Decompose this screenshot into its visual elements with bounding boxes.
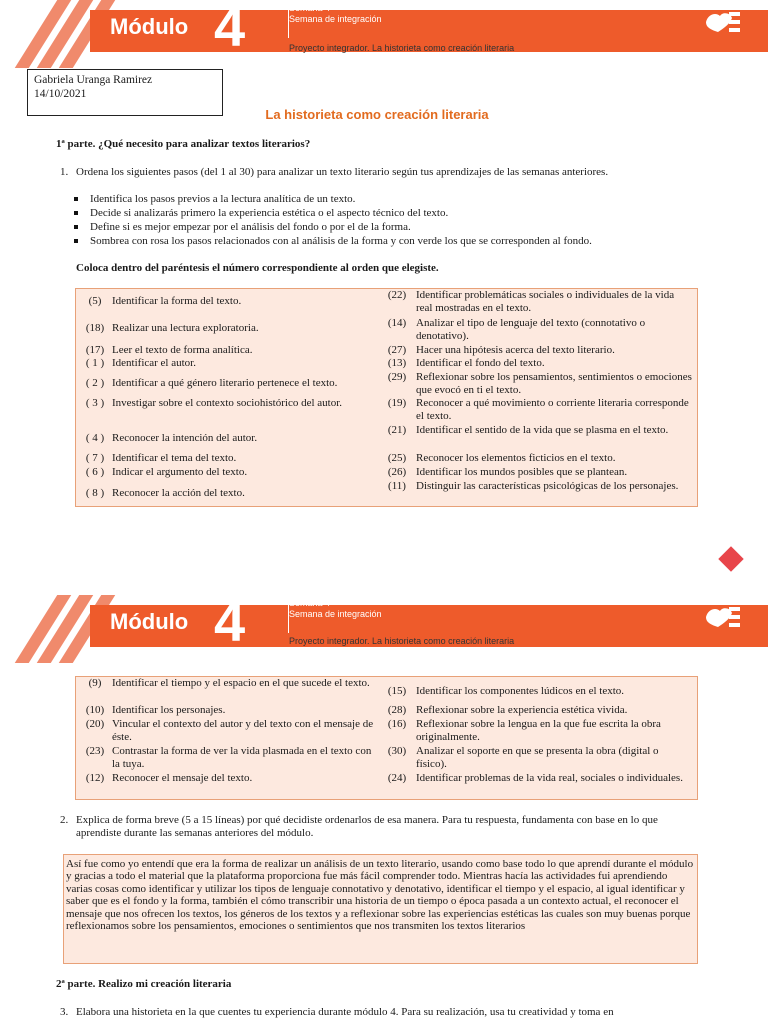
step-number[interactable]: (18) bbox=[85, 322, 105, 334]
step-number[interactable]: (26) bbox=[387, 466, 407, 478]
diamond-icon bbox=[718, 546, 743, 571]
step-number[interactable]: ( 7 ) bbox=[85, 452, 105, 464]
step-text: Identificar problemáticas sociales o individuales de la vida real mostradas en el texto. bbox=[416, 289, 675, 314]
step-text: Identificar el tiempo y el espacio en el que sucede el texto. bbox=[112, 677, 370, 689]
step-number[interactable]: (22) bbox=[387, 289, 407, 301]
logo-icon bbox=[702, 603, 742, 633]
step-number[interactable]: (14) bbox=[387, 317, 407, 329]
step-text: Identificar el tema del texto. bbox=[112, 452, 237, 464]
step-number[interactable]: (5) bbox=[88, 295, 102, 307]
step-text: Analizar el soporte en que se presenta la obra (digital o físico). bbox=[416, 745, 659, 770]
bullet-icon bbox=[74, 197, 78, 201]
q1-text: Ordena los siguientes pasos (del 1 al 30) para analizar un texto literario según tus aprendizajes de las semanas anteriores. bbox=[76, 166, 609, 178]
step-number[interactable]: (16) bbox=[387, 718, 407, 730]
step-text: Distinguir las características psicológicas de los personajes. bbox=[416, 480, 679, 492]
step-text: Identificar el sentido de la vida que se plasma en el texto. bbox=[416, 424, 669, 436]
instruction-item: Identifica los pasos previos a la lectura analítica de un texto. bbox=[90, 193, 356, 205]
step-number[interactable]: (28) bbox=[387, 704, 407, 716]
page-title: La historieta como creación literaria bbox=[265, 107, 489, 122]
project-label: Proyecto integrador. La historieta como creación literaria bbox=[289, 43, 515, 53]
step-text: Contrastar la forma de ver la vida plasmada en el texto con la tuya. bbox=[112, 745, 372, 770]
step-number[interactable]: ( 8 ) bbox=[85, 487, 105, 499]
week-label: Semana 4 bbox=[289, 598, 331, 608]
step-number[interactable]: (20) bbox=[85, 718, 105, 730]
module-label: Módulo bbox=[110, 14, 189, 39]
step-text: Reflexionar sobre los pensamientos, sentimientos o emociones que evocó en ti el texto. bbox=[416, 371, 692, 396]
step-text: Vincular el contexto del autor y del texto con el mensaje de éste. bbox=[112, 718, 374, 743]
logo-icon bbox=[702, 8, 742, 38]
step-number[interactable]: (11) bbox=[388, 480, 406, 492]
step-text: Identificar a qué género literario pertenece el texto. bbox=[112, 377, 338, 389]
step-number[interactable]: ( 6 ) bbox=[85, 466, 105, 478]
table-instruction: Coloca dentro del paréntesis el número correspondiente al orden que elegiste. bbox=[76, 262, 439, 274]
bullet-icon bbox=[74, 225, 78, 229]
module-number: 4 bbox=[214, 0, 246, 58]
q3-number: 3. bbox=[60, 1006, 69, 1018]
step-number[interactable]: ( 3 ) bbox=[85, 397, 105, 409]
q1-number: 1. bbox=[60, 166, 69, 178]
step-text: Reconocer la acción del texto. bbox=[112, 487, 245, 499]
instruction-item: Sombrea con rosa los pasos relacionados con al análisis de la forma y con verde los que se corresponden al fondo. bbox=[90, 235, 592, 247]
step-number[interactable]: (23) bbox=[85, 745, 105, 757]
step-text: Reconocer los elementos ficticios en el texto. bbox=[416, 452, 616, 464]
step-text: Indicar el argumento del texto. bbox=[112, 466, 248, 478]
bullet-icon bbox=[74, 211, 78, 215]
week-subtitle: Semana de integración bbox=[289, 14, 382, 24]
instruction-item: Decide si analizarás primero la experiencia estética o el aspecto técnico del texto. bbox=[90, 207, 449, 219]
step-number[interactable]: ( 1 ) bbox=[85, 357, 105, 369]
step-text: Reconocer la intención del autor. bbox=[112, 432, 258, 444]
q3-text: Elabora una historieta en la que cuentes tu experiencia durante módulo 4. Para su realización, usa tu creatividad y toma en bbox=[76, 1006, 614, 1018]
step-text: Reconocer a qué movimiento o corriente literaria corresponde el texto. bbox=[416, 397, 689, 422]
step-number[interactable]: (21) bbox=[387, 424, 407, 436]
bullet-icon bbox=[74, 239, 78, 243]
module-label: Módulo bbox=[110, 609, 189, 634]
step-text: Hacer una hipótesis acerca del texto literario. bbox=[416, 344, 615, 356]
week-label: Semana 4 bbox=[289, 3, 331, 13]
step-number[interactable]: (25) bbox=[387, 452, 407, 464]
module-number: 4 bbox=[214, 590, 246, 653]
q2-text: Explica de forma breve (5 a 15 líneas) por qué decidiste ordenarlos de esa manera. Para tu respuesta, fundamenta con base en lo que aprendiste durante las semanas anteriores del módulo. bbox=[76, 814, 658, 839]
step-text: Analizar el tipo de lenguaje del texto (connotativo o denotativo). bbox=[416, 317, 646, 342]
step-number[interactable]: ( 2 ) bbox=[85, 377, 105, 389]
project-label: Proyecto integrador. La historieta como creación literaria bbox=[289, 636, 515, 646]
part1-heading: 1ª parte. ¿Qué necesito para analizar textos literarios? bbox=[56, 138, 311, 150]
step-number[interactable]: (27) bbox=[387, 344, 407, 356]
step-text: Identificar el autor. bbox=[112, 357, 196, 369]
step-number[interactable]: (17) bbox=[85, 344, 105, 356]
step-text: Identificar los personajes. bbox=[112, 704, 226, 716]
steps-table-2 bbox=[75, 676, 698, 800]
student-date: 14/10/2021 bbox=[34, 88, 87, 100]
step-number[interactable]: (12) bbox=[85, 772, 105, 784]
step-number[interactable]: (30) bbox=[387, 745, 407, 757]
step-number[interactable]: (19) bbox=[387, 397, 407, 409]
step-text: Leer el texto de forma analítica. bbox=[112, 344, 253, 356]
step-number[interactable]: ( 4 ) bbox=[85, 432, 105, 444]
step-text: Reflexionar sobre la experiencia estética vivida. bbox=[416, 704, 628, 716]
student-name: Gabriela Uranga Ramirez bbox=[34, 74, 153, 86]
step-number[interactable]: (10) bbox=[85, 704, 105, 716]
step-text: Identificar los componentes lúdicos en el texto. bbox=[416, 685, 625, 697]
step-text: Realizar una lectura exploratoria. bbox=[112, 322, 259, 334]
answer-box[interactable]: Así fue como yo entendí que era la forma de realizar un análisis de un texto literario, usando como base todo lo que aprendí durante el módulo y gracias a todo el material que la plataforma proporciona fue más fácil comprender todo. Mientras hacía las actividades fui aprendiendo varias cosas como identificar y utilizar los tipos de lenguaje connotativo y denotativo, identificar el tiempo y el espacio, al igual identificar y saber que es el fondo y la forma, también el cómo transcribir una historia de un tiempo o época pasada a un contexto actual, el reconocer el mensaje que nos ofrecen los textos, los géneros de los textos y a reflexionar sobre las experiencias estéticas las cuales son muy buenas porque reflexionamos sobre los pensamientos, emociones o sentimientos que nos transmiten los textos literarios bbox=[63, 854, 698, 964]
week-subtitle: Semana de integración bbox=[289, 609, 382, 619]
step-text: Reconocer el mensaje del texto. bbox=[112, 772, 253, 784]
step-text: Identificar los mundos posibles que se plantean. bbox=[416, 466, 628, 478]
steps-table-1 bbox=[75, 288, 698, 507]
step-text: Identificar problemas de la vida real, sociales o individuales. bbox=[416, 772, 683, 784]
step-text: Identificar el fondo del texto. bbox=[416, 357, 545, 369]
step-number[interactable]: (24) bbox=[387, 772, 407, 784]
step-text: Reflexionar sobre la lengua en la que fue escrita la obra originalmente. bbox=[416, 718, 661, 743]
step-number[interactable]: (13) bbox=[387, 357, 407, 369]
part2-heading: 2ª parte. Realizo mi creación literaria bbox=[56, 978, 232, 990]
step-text: Investigar sobre el contexto sociohistórico del autor. bbox=[112, 397, 343, 409]
instruction-item: Define si es mejor empezar por el análisis del fondo o por el de la forma. bbox=[90, 221, 411, 233]
page-header-2 bbox=[0, 590, 768, 663]
step-number[interactable]: (15) bbox=[387, 685, 407, 697]
step-text: Identificar la forma del texto. bbox=[112, 295, 242, 307]
q2-number: 2. bbox=[60, 814, 69, 826]
page-header bbox=[0, 0, 768, 68]
step-number[interactable]: (9) bbox=[88, 677, 102, 689]
step-number[interactable]: (29) bbox=[387, 371, 407, 383]
